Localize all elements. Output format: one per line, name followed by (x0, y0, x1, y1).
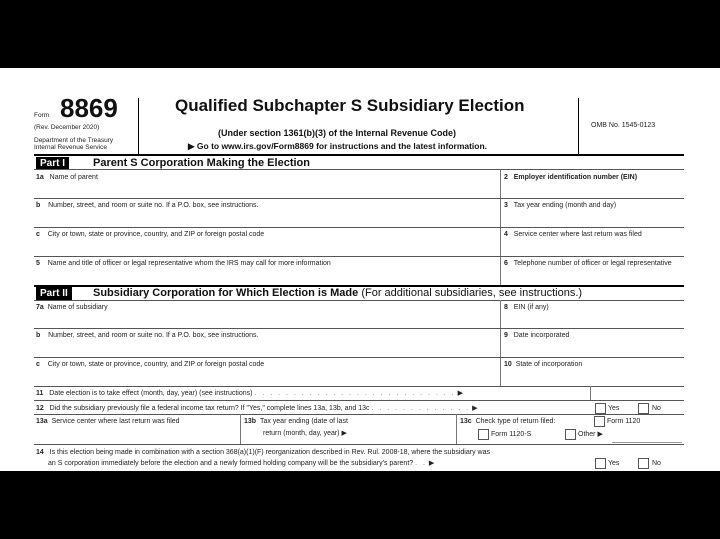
form-1120s-label: Form 1120-S (491, 431, 532, 438)
line-4: 4 Service center where last return was filed (504, 231, 642, 238)
subsidiary-name-input[interactable] (60, 313, 498, 328)
form-subtitle: (Under section 1361(b)(3) of the Internal Revenue Code) (218, 128, 457, 138)
instructions-link[interactable]: ▶ Go to www.irs.gov/Form8869 for instructions and the latest information. (188, 141, 488, 151)
line14-yes-label: Yes (608, 460, 620, 467)
part2-badge: Part II (36, 287, 72, 300)
agency: Internal Revenue Service (34, 144, 107, 151)
part2-title: Subsidiary Corporation for Which Election is Made (For additional subsidiaries, see instructions.) (93, 287, 583, 299)
line-14: 14 Is this election being made in combination with a section 368(a)(1)(F) reorganization described in Rev. Rul. 2008-18, where the subsidiary was (36, 449, 490, 456)
form-1120s-checkbox[interactable] (478, 429, 489, 440)
line-6: 6 Telephone number of officer or legal representative (504, 260, 672, 267)
state-incorporation-input[interactable] (504, 370, 682, 385)
line-1a: 1a Name of parent (36, 174, 98, 181)
line-13b: 13b Tax year ending (date of last (244, 418, 348, 425)
line14-no-label: No (652, 460, 661, 467)
effective-date-input[interactable] (592, 388, 682, 400)
line-9: 9 Date incorporated (504, 332, 570, 339)
line-13c: 13c Check type of return filed: (460, 418, 556, 425)
form-word: Form (34, 112, 50, 119)
line13a-input[interactable] (36, 428, 236, 442)
line-13b-cont: return (month, day, year) ▶ (263, 430, 347, 437)
line-5: 5 Name and title of officer or legal representative whom the IRS may call for more information (36, 260, 331, 267)
line-7a: 7a Name of subsidiary (36, 304, 108, 311)
date-incorporated-input[interactable] (504, 341, 682, 356)
line-2: 2 Employer identification number (EIN) (504, 174, 638, 181)
line-13a: 13a Service center where last return was filed (36, 418, 180, 425)
department: Department of the Treasury (34, 137, 114, 144)
part1-badge: Part I (36, 157, 69, 170)
line-1b: b Number, street, and room or suite no. If a P.O. box, see instructions. (36, 202, 259, 209)
parent-street-input[interactable] (60, 211, 498, 227)
line14-no-checkbox[interactable] (638, 458, 649, 469)
other-input[interactable] (612, 428, 682, 443)
form-page (0, 68, 720, 471)
line-1c: c City or town, state or province, country, and ZIP or foreign postal code (36, 231, 265, 238)
line12-yes-checkbox[interactable] (595, 403, 606, 414)
revision-date: (Rev. December 2020) (34, 124, 100, 131)
other-label: Other ▶ (578, 431, 603, 438)
line-7b: b Number, street, and room or suite no. If a P.O. box, see instructions. (36, 332, 259, 339)
line-8: 8 EIN (if any) (504, 304, 549, 311)
line12-no-label: No (652, 405, 661, 412)
tax-year-input[interactable] (504, 211, 682, 227)
line-10: 10 State of incorporation (504, 361, 583, 368)
other-checkbox[interactable] (565, 429, 576, 440)
parent-name-input[interactable] (60, 183, 498, 199)
line13b-input[interactable] (362, 428, 454, 442)
line12-no-checkbox[interactable] (638, 403, 649, 414)
parent-ein-input[interactable] (504, 183, 682, 199)
line-11: 11 Date election is to take effect (month, day, year) (see instructions) . . . . . . . . . . . . . . . . . . . . . . . . . . ▶ (36, 390, 463, 397)
parent-city-input[interactable] (60, 240, 498, 256)
line-14-cont: an S corporation immediately before the election and a newly formed holding company will be the subsidiary's parent? . . ▶ (48, 460, 435, 467)
line14-yes-checkbox[interactable] (595, 458, 606, 469)
form-1120-checkbox[interactable] (594, 416, 605, 427)
line-12: 12 Did the subsidiary previously file a federal income tax return? If "Yes," complete lines 13a, 13b, and 13c . . . . . . . . . . . . . ▶ (36, 405, 478, 412)
form-1120-label: Form 1120 (607, 418, 641, 425)
line-3: 3 Tax year ending (month and day) (504, 202, 617, 209)
line-7c: c City or town, state or province, country, and ZIP or foreign postal code (36, 361, 265, 368)
line12-yes-label: Yes (608, 405, 620, 412)
subsidiary-city-input[interactable] (60, 370, 498, 385)
part1-title: Parent S Corporation Making the Election (93, 157, 310, 169)
form-title: Qualified Subchapter S Subsidiary Election (175, 96, 525, 115)
subsidiary-street-input[interactable] (60, 341, 498, 356)
subsidiary-ein-input[interactable] (504, 313, 682, 328)
officer-name-input[interactable] (60, 269, 498, 285)
omb-number: OMB No. 1545-0123 (591, 122, 656, 129)
form-number: 8869 (60, 93, 118, 123)
service-center-input[interactable] (504, 240, 682, 256)
